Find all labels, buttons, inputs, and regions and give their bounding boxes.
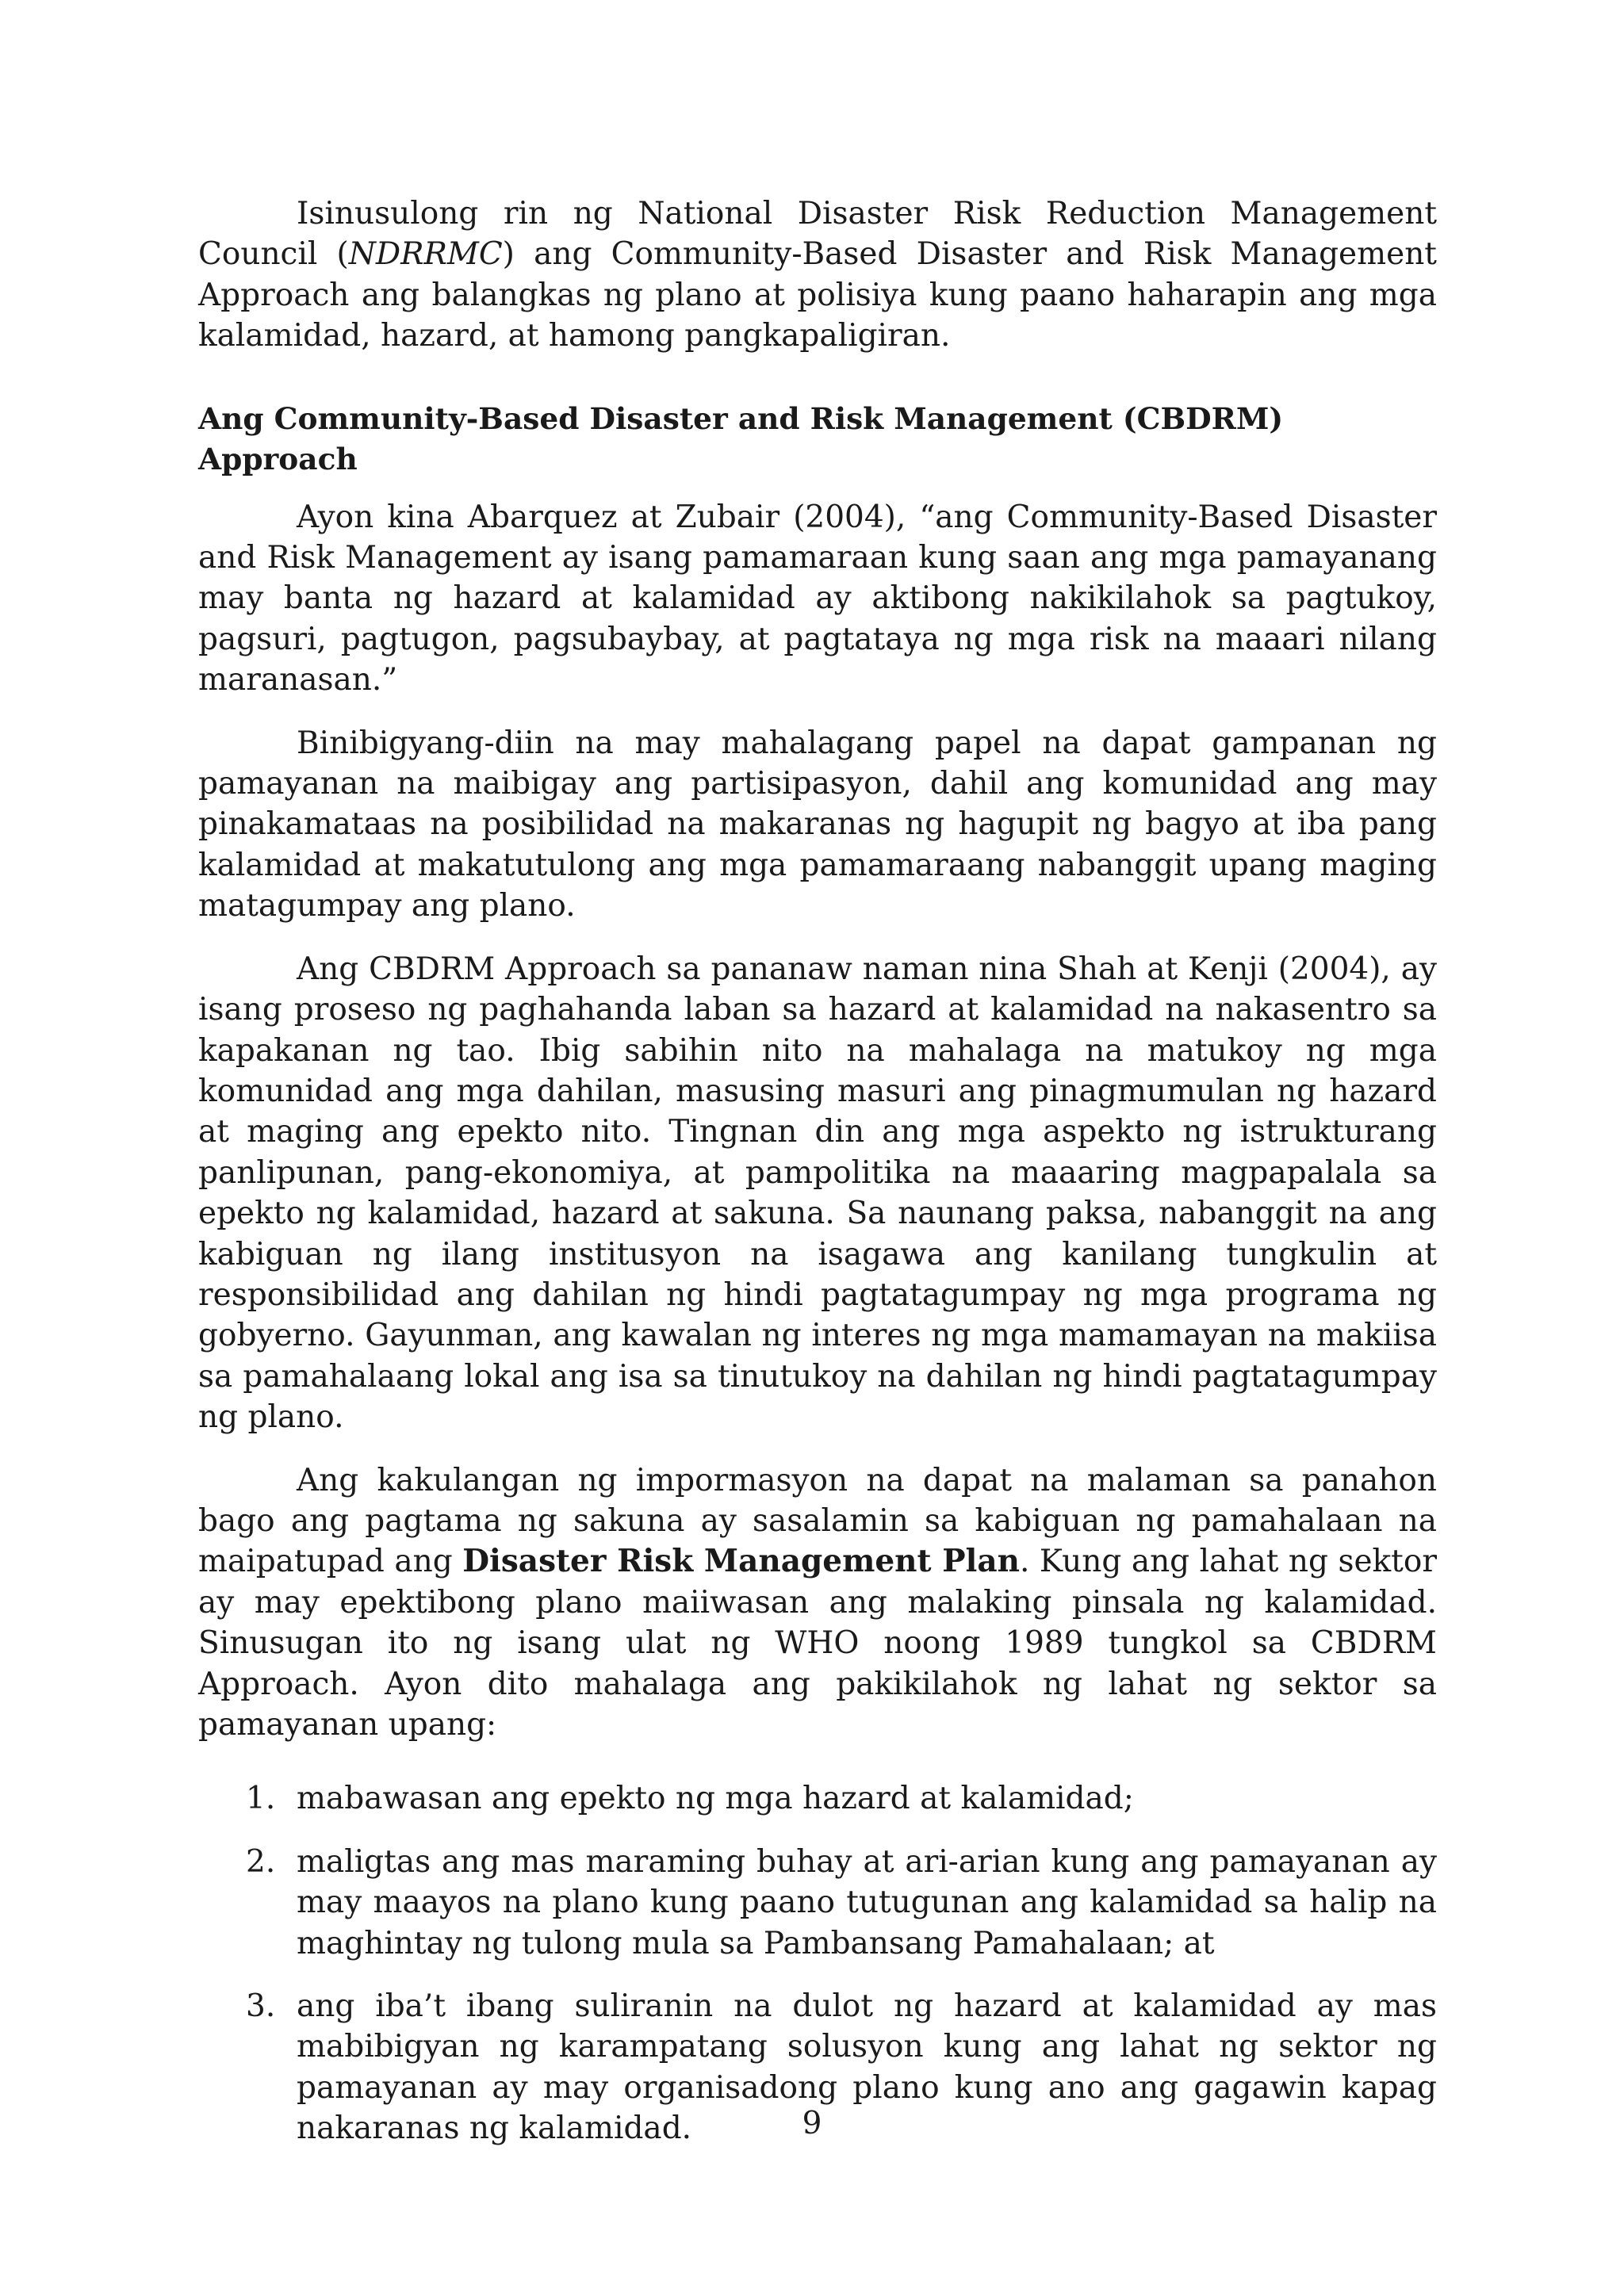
page-content — [198, 193, 1437, 2172]
paragraph-community-role: Binibigyang-diin na may mahalagang papel na dapat gampanan ng pamayanan na maibigay ang partisipasyon, dahil ang komunidad ang may pinakamataas na posibilidad na makaranas ng hagupit ng bagyo at iba pang kalamidad at makatutulong ang mga pamamaraang nabanggit upang maging matagumpay ang plano. — [198, 725, 1437, 924]
page-number: 9 — [802, 2106, 822, 2141]
paragraph-drm-plan — [198, 1460, 1437, 1746]
paragraph-drm-plan-start: Ang kakulangan ng impormasyon na dapat na malaman sa panahon bago ang pagtama ng sakuna ay sasalamin sa kabiguan ng pamahalaan na maipatupad ang — [198, 1462, 1437, 1580]
ndrrmc-acronym: NDRRMC — [348, 236, 503, 273]
paragraph-shah-kenji: Ang CBDRM Approach sa pananaw naman nina Shah at Kenji (2004), ay isang proseso ng paghahanda laban sa hazard at kalamidad na nakasentro sa kapakanan ng tao. Ibig sabihin nito na mahalaga na matukoy ng mga komunidad ang mga dahilan, masusing masuri ang pinagmumulan ng hazard at maging ang epekto nito. Tingnan din ang mga aspekto ng istrukturang panlipunan, pang-ekonomiya, at pampolitika na maaaring magpapalala sa epekto ng kalamidad, hazard at sakuna. Sa naunang paksa, nabanggit na ang kabiguan ng ilang institusyon na isagawa ang kanilang tungkulin at responsibilidad ang dahilan ng hindi pagtatagumpay ng mga programa ng gobyerno. Gayunman, ang kawalan ng interes ng mga mamamayan na makiisa sa pamahalaang lokal ang isa sa tinutukoy na dahilan ng hindi pagtatagumpay ng plano. — [198, 951, 1437, 1436]
drm-plan-term: Disaster Risk Management Plan — [462, 1543, 1020, 1580]
numbered-list — [198, 1778, 1437, 2149]
list-item-text: ang iba’t ibang suliranin na dulot ng hazard at kalamidad ay mas mabibigyan ng karampatang solusyon kung ang lahat ng sektor ng pamayanan ay may organisadong plano kung ano ang gagawin kapag nakaranas ng kalamidad. — [297, 1988, 1437, 2147]
paragraph-abarquez-zubair: Ayon kina Abarquez at Zubair (2004), “ang Community-Based Disaster and Risk Management ay isang pamamaraan kung saan ang mga pamayanang may banta ng hazard at kalamidad ay aktibong nakikilahok sa pagtukoy, pagsuri, pagtugon, pagsubaybay, at pagtataya ng mga risk na maaari nilang maranasan.” — [198, 499, 1437, 698]
list-item-number: 3. — [246, 1988, 276, 2025]
list-item-number: 2. — [246, 1843, 276, 1880]
list-item — [198, 1842, 1437, 1964]
paragraph-ndrrmc-start: Isinusulong rin ng National Disaster Risk Reduction Management Council ( — [198, 196, 1437, 273]
paragraph-drm-plan-end: . Kung ang lahat ng sektor ay may epektibong plano maiiwasan ang malaking pinsala ng kalamidad. Sinusugan ito ng isang ulat ng WHO noong 1989 tungkol sa CBDRM Approach. Ayon dito mahalaga ang pakikilahok ng lahat ng sektor sa pamayanan upang: — [198, 1544, 1437, 1743]
list-item-text: maligtas ang mas maraming buhay at ari-arian kung ang pamayanan ay may maayos na plano kung paano tutugunan ang kalamidad sa halip na maghintay ng tulong mula sa Pambansang Pamahalaan; at — [297, 1843, 1437, 1961]
list-item-number: 1. — [246, 1781, 276, 1817]
paragraph-ndrrmc-end: ) ang Community-Based Disaster and Risk Management Approach ang balangkas ng plano at polisiya kung paano haharapin ang mga kalamidad, hazard, at hamong pangkapaligiran. — [198, 236, 1437, 354]
section-heading: Ang Community-Based Disaster and Risk Management (CBDRM) Approach — [198, 400, 1284, 476]
paragraph-ndrrmc — [198, 193, 1437, 357]
list-item — [198, 1778, 1437, 1819]
list-item-text: mabawasan ang epekto ng mga hazard at kalamidad; — [297, 1781, 1134, 1817]
